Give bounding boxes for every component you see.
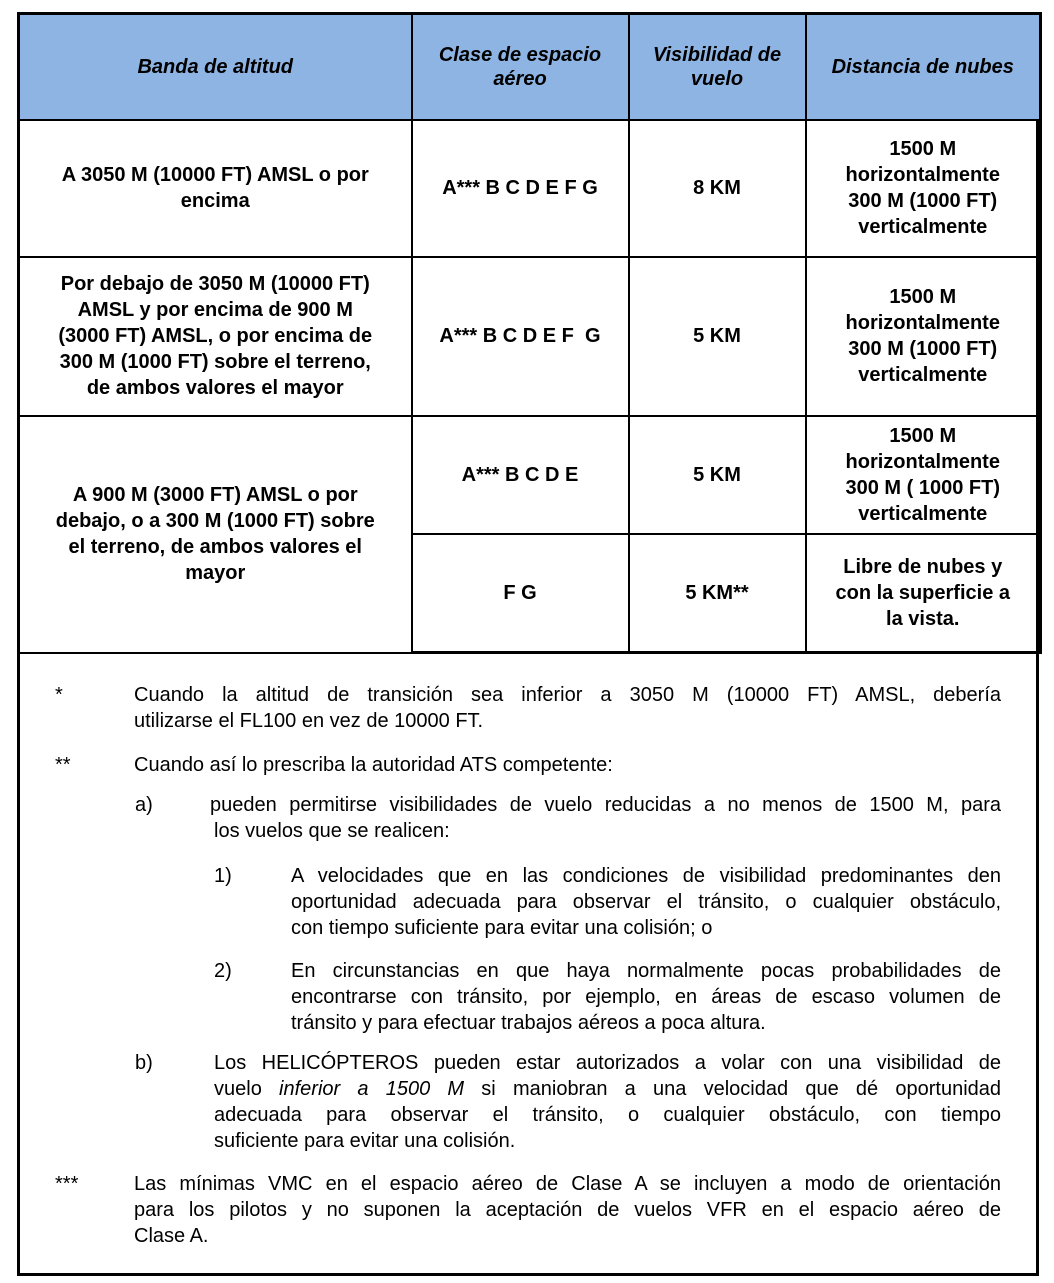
cloud-distance-cell [806, 416, 1041, 534]
text-line: utilizarse el FL100 en vez de 10000 FT. [134, 710, 484, 732]
text-line: Clase A. [134, 1225, 209, 1247]
footnote-marker: *** [55, 1173, 79, 1195]
cell-line: A 3050 M (10000 FT) AMSL o por [61, 164, 369, 186]
altitude-band-cell [19, 257, 412, 416]
item-marker: b) [135, 1052, 153, 1074]
cell-line: encima [180, 190, 250, 212]
cell-line: el terreno, de ambos valores el [68, 536, 362, 558]
text-line: para los pilotos y no suponen la aceptación de vuelos VFR en el espacio aéreo de [134, 1199, 1001, 1221]
header-flight-visibility: Visibilidad de vuelo [629, 14, 806, 120]
text-line: suficiente para evitar una colisión. [214, 1130, 516, 1152]
airspace-class-cell: A*** B C D E [412, 416, 629, 534]
cell-line: 300 M ( 1000 FT) [845, 476, 1000, 499]
cell-line: Libre de nubes y [843, 555, 1003, 578]
footnote-text [134, 682, 1001, 734]
airspace-class-cell: F G [412, 534, 629, 653]
text-line: con tiempo suficiente para evitar una colisión; o [291, 917, 713, 939]
footnote-text [134, 1171, 1001, 1249]
text-line: Cuando la altitud de transición sea inferior a 3050 M (10000 FT) AMSL, debería [134, 684, 1001, 706]
text-line: A velocidades que en las condiciones de visibilidad predominantes den [291, 865, 1001, 887]
altitude-band-cell [19, 416, 412, 653]
item-text [210, 792, 1001, 844]
item-text [214, 1050, 1001, 1154]
vmc-minima-table [17, 12, 1042, 654]
cloud-distance-cell [806, 534, 1041, 653]
item-marker: a) [135, 794, 153, 816]
cell-line: 300 M (1000 FT) sobre el terreno, [59, 351, 371, 373]
cell-line: con la superficie a [835, 581, 1010, 604]
table-row [19, 257, 1041, 416]
footnote-text [134, 752, 1001, 778]
cell-line: mayor [185, 562, 246, 584]
item-marker: 2) [214, 960, 232, 982]
cell-line: horizontalmente [845, 164, 1000, 186]
visibility-cell: 5 KM** [629, 534, 806, 653]
table-row [19, 416, 1041, 534]
item-text [291, 863, 1001, 941]
text-line: adecuada para observar el tránsito, o cualquier obstáculo, con tiempo [214, 1104, 1001, 1126]
cell-line: A 900 M (3000 FT) AMSL o por [72, 484, 358, 506]
italic-text-run: inferior a 1500 M [279, 1078, 465, 1100]
header-airspace-class: Clase de espacio aéreo [412, 14, 629, 120]
cell-line: 300 M (1000 FT) [848, 190, 998, 212]
cell-line: 300 M (1000 FT) [848, 338, 998, 360]
text-line: tránsito y para efectuar trabajos aéreos a poca altura. [291, 1012, 766, 1034]
cell-line: verticalmente [858, 364, 988, 386]
header-altitude-band: Banda de altitud [19, 14, 412, 120]
visibility-cell: 5 KM [629, 257, 806, 416]
footnote-marker: ** [55, 754, 71, 776]
altitude-band-cell [19, 120, 412, 257]
text-line: los vuelos que se realicen: [214, 820, 450, 842]
footnote-marker: * [55, 684, 63, 706]
cloud-distance-cell [806, 120, 1041, 257]
header-cloud-distance: Distancia de nubes [806, 14, 1041, 120]
visibility-cell: 8 KM [629, 120, 806, 257]
text-line: Cuando así lo prescriba la autoridad ATS competente: [134, 754, 613, 776]
table-header-row [19, 14, 1041, 120]
table-row [19, 120, 1041, 257]
cloud-distance-cell [806, 257, 1041, 416]
text-line: Las mínimas VMC en el espacio aéreo de Clase A se incluyen a modo de orientación [134, 1173, 1001, 1195]
visibility-cell: 5 KM [629, 416, 806, 534]
cell-line: 1500 M [889, 138, 957, 160]
cell-line: de ambos valores el mayor [86, 377, 344, 399]
cell-line: horizontalmente [845, 450, 1000, 473]
text-line: Los HELICÓPTEROS pueden estar autorizados a volar con una visibilidad de [214, 1052, 1001, 1074]
text-run: vuelo [214, 1078, 280, 1100]
item-text [291, 958, 1001, 1036]
text-line: En circunstancias en que haya normalmente pocas probabilidades de [291, 960, 1001, 982]
cell-line: (3000 FT) AMSL, o por encima de [58, 325, 373, 347]
cell-line: 1500 M [889, 424, 957, 447]
airspace-class-cell: A*** B C D E F G [412, 257, 629, 416]
text-line: oportunidad adecuada para observar el tránsito, o cualquier obstáculo, [291, 891, 1001, 913]
text-line: encontrarse con tránsito, por ejemplo, en áreas de escaso volumen de [291, 986, 1001, 1008]
cell-line: AMSL y por encima de 900 M [77, 299, 353, 321]
text-run: si maniobran a una velocidad que dé oportunidad [464, 1078, 1002, 1100]
cell-line: 1500 M [889, 286, 957, 308]
cell-line: la vista. [886, 607, 960, 630]
cell-line: verticalmente [858, 216, 988, 238]
cell-line: Por debajo de 3050 M (10000 FT) [60, 273, 370, 295]
item-marker: 1) [214, 865, 232, 887]
cell-line: verticalmente [858, 502, 988, 525]
cell-line: debajo, o a 300 M (1000 FT) sobre [55, 510, 375, 532]
cell-line: horizontalmente [845, 312, 1000, 334]
airspace-class-cell: A*** B C D E F G [412, 120, 629, 257]
text-line [214, 1076, 1001, 1102]
text-line: pueden permitirse visibilidades de vuelo reducidas a no menos de 1500 M, para [210, 794, 1001, 816]
